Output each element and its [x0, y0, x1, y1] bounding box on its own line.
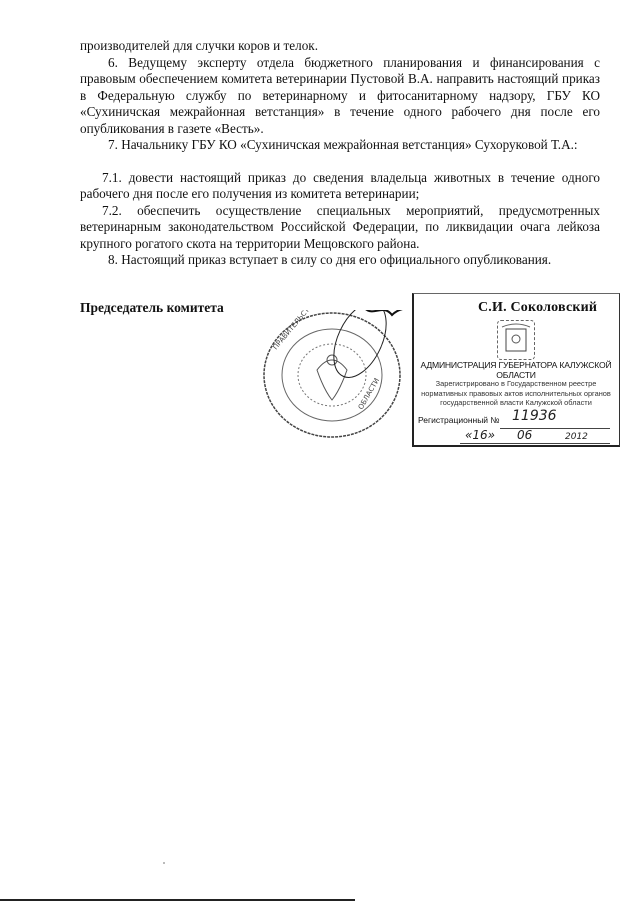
- registration-number-label: Регистрационный №: [418, 415, 500, 425]
- page-bottom-edge: [0, 899, 355, 901]
- signatory-title: Председатель комитета: [80, 300, 224, 315]
- paragraph-5-tail: производителей для случки коров и телок.: [80, 38, 318, 53]
- signatory-name: С.И. Соколовский: [478, 300, 598, 315]
- svg-text:ОБЛАСТИ: ОБЛАСТИ: [356, 376, 382, 411]
- registration-month: 06: [517, 428, 533, 442]
- stamp-header: АДМИНИСТРАЦИЯ ГУБЕРНАТОРА КАЛУЖСКОЙ ОБЛАСТИ: [420, 360, 612, 380]
- registration-number: 11936: [512, 408, 557, 424]
- svg-text:ПРАВИТЕЛЬСТВО: ПРАВИТЕЛЬСТВО: [271, 310, 318, 352]
- paragraph-8: 8. Настоящий приказ вступает в силу со дня его официального опубликования.: [108, 252, 552, 267]
- paragraph-7: 7. Начальнику ГБУ КО «Сухиничская межрайонная ветстанция» Сухоруковой Т.А.:: [108, 137, 578, 152]
- scan-speck: [163, 862, 165, 864]
- coat-of-arms-icon: [497, 320, 535, 360]
- date-underline: [460, 443, 610, 444]
- paragraph-7-1: 7.1. довести настоящий приказ до сведения владельца животных в течение одного рабочего дня после его получения из комитета ветеринарии;: [80, 170, 600, 202]
- registration-year: 2012: [565, 432, 588, 442]
- paragraph-7-2: 7.2. обеспечить осуществление специальных мероприятий, предусмотренных ветеринарным законодательством Российской Федерации, по ликвидации очага лейкоза крупного рогатого скота на территории Мещовского района.: [80, 203, 600, 251]
- official-seal-icon: [262, 310, 422, 450]
- stamp-registration-text: Зарегистрировано в Государственном реестре нормативных правовых актов исполнительных органов государственной власти Калужской области: [421, 379, 611, 407]
- paragraph-6: 6. Ведущему эксперту отдела бюджетного планирования и финансирования с правовым обеспечением комитета ветеринарии Пустовой В.А. направить настоящий приказ в Федеральную службу по ветеринарному и фитосанитарному надзору, ГБУ КО «Сухиничская межрайонная ветстанция» в течение одного рабочего дня после его опубликования в газете «Весть».: [80, 55, 600, 136]
- registration-day: «16»: [465, 428, 496, 442]
